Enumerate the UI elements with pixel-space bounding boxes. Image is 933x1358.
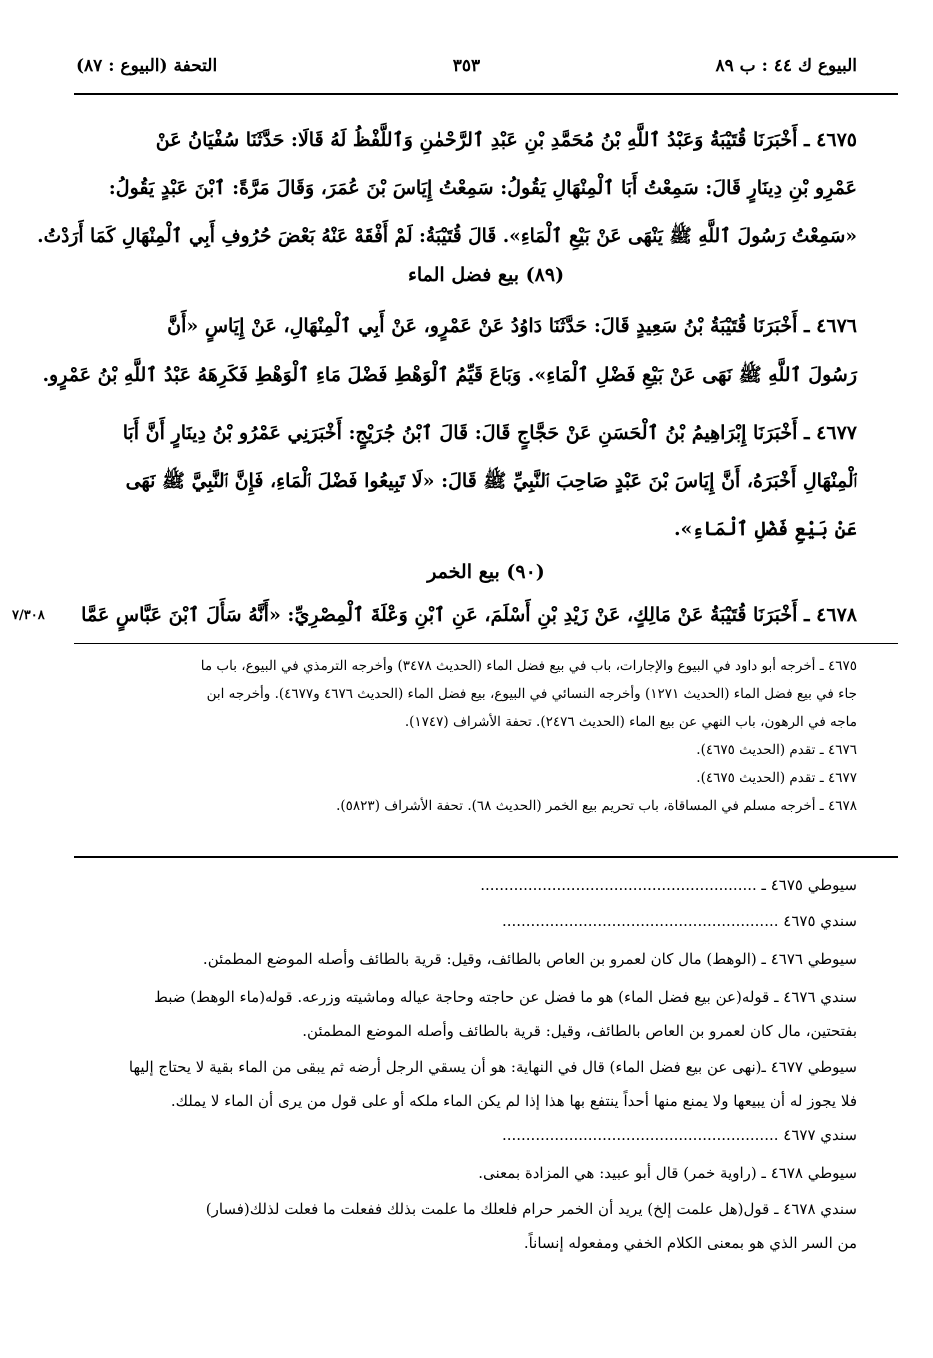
- commentary-line: فلا يجوز له أن يبيعها ولا يمنع منها أحداً ينتفع بها هذا إذا لم يكن الماء ملكه أو على قول من يرى أن الماء لا يملك.: [170, 1092, 857, 1110]
- commentary-line: سيوطي ٤٦٧٦ ـ (الوهط) مال كان لعمرو بن العاص بالطائف، وقيل: قرية بالطائف وأصله الموضع المطمئن.: [202, 950, 857, 968]
- hadith-4675-line-2: عَمْرِو بْنِ دِينَارٍ قَالَ: سَمِعْتُ أَبَا ٱلْمِنْهَالِ يَقُولُ: سَمِعْتُ إِيَاسَ بْنَ عُمَرَ، وَقَالَ مَرَّةً: ٱبْنَ عَبْدٍ يَقُولُ:: [108, 177, 857, 199]
- commentary-line: سيوطي ٤٦٧٨ ـ (راوية خمر) قال أبو عبيد: هي المزادة بمعنى.: [478, 1164, 857, 1182]
- footnote-line: ٤٦٧٦ ـ تقدم (الحديث ٤٦٧٥).: [696, 742, 857, 758]
- header-chapter-ref: البيوع ك ٤٤ : ب ٨٩: [715, 56, 857, 76]
- commentary-line: سيوطي ٤٦٧٧ ـ(نهى عن بيع فضل الماء) قال في النهاية: هو أن يسقي الرجل أرضه ثم يبقى من الماء بقية لا يحتاج إليها: [128, 1058, 857, 1076]
- text-footnote-divider: [74, 643, 898, 644]
- commentary-line: من السر الذي هو بمعنى الكلام الخفي ومفعوله إنساناً.: [523, 1234, 857, 1252]
- commentary-line: سندي ٤٦٧٧ ..........................................................: [501, 1126, 857, 1144]
- footnote-line: ماجه في الرهون، باب النهي عن بيع الماء (الحديث ٢٤٧٦). تحفة الأشراف (١٧٤٧).: [404, 714, 857, 730]
- footnote-line: ٤٦٧٨ ـ أخرجه مسلم في المساقاة، باب تحريم بيع الخمر (الحديث ٦٨). تحفة الأشراف (٥٨٢٣).: [336, 798, 857, 814]
- hadith-4678-line-1: ٤٦٧٨ ـ أَخْبَرَنَا قُتَيْبَةُ عَنْ مَالِكٍ، عَنْ زَيْدِ بْنِ أَسْلَمَ، عَنِ ٱبْنِ وَعْلَةَ ٱلْمِصْرِيِّ: «أَنَّهُ سَأَلَ ٱبْنَ عَبَّاسٍ عَمَّا: [81, 604, 857, 626]
- commentary-line: بفتحتين، مال كان لعمرو بن العاص بالطائف، وقيل: قرية بالطائف وأصله الموضع المطمئن.: [302, 1022, 857, 1040]
- hadith-4676-line-2: رَسُولَ ٱللَّهِ ﷺ نَهَى عَنْ بَيْعِ فَضْلِ ٱلْمَاءِ». وَبَاعَ قَيِّمُ ٱلْوَهْطِ فَضْلَ مَاءِ ٱلْوَهْطِ فَكَرِهَهُ عَبْدُ ٱللَّهِ بْنُ عَمْرٍو.: [42, 364, 857, 386]
- footnote-line: ٤٦٧٥ ـ أخرجه أبو داود في البيوع والإجارات، باب في بيع فضل الماء (الحديث ٣٤٧٨) وأخرجه الترمذي في البيوع، باب ما: [200, 658, 857, 674]
- commentary-line: سندي ٤٦٧٥ ..........................................................: [501, 912, 857, 930]
- hadith-4677-line-3: عَنْ بَيْعِ فَضْلِ ٱلْمَاءِ».: [673, 518, 857, 540]
- header-page-number: ٣٥٣: [452, 56, 481, 76]
- hadith-4675-line-1: ٤٦٧٥ ـ أَخْبَرَنَا قُتَيْبَةُ وَعَبْدُ ٱللَّهِ بْنُ مُحَمَّدِ بْنِ عَبْدِ ٱلرَّحْمٰنِ وَٱللَّفْظُ لَهُ قَالَا: حَدَّثَنَا سُفْيَانُ عَنْ: [155, 129, 857, 151]
- margin-volume-page-ref: ٧/٣٠٨: [12, 608, 45, 623]
- commentary-line: سندي ٤٦٧٦ ـ قوله(عن بيع فضل الماء) هو ما فضل عن حاجته وحاجة عياله وماشيته وزرعه. قوله(ماء الوهط) ضبط: [154, 988, 857, 1006]
- commentary-line: سندي ٤٦٧٨ ـ قول(هل علمت إلخ) يريد أن الخمر حرام فلعلك ما علمت بذلك ففعلت ما فعلت لذلك(فسار): [205, 1200, 857, 1218]
- chapter-title-90: (٩٠) بيع الخمر: [427, 561, 545, 583]
- header-tuhfa-ref: التحفة (البيوع : ٨٧): [76, 56, 218, 76]
- footnote-commentary-rule: [74, 856, 898, 858]
- hadith-4676-line-1: ٤٦٧٦ ـ أَخْبَرَنَا قُتَيْبَةُ بْنُ سَعِيدٍ قَالَ: حَدَّثَنَا دَاوُدُ عَنْ عَمْرٍو، عَنْ أَبِي ٱلْمِنْهَالِ، عَنْ إِيَاسٍ «أَنَّ: [167, 315, 857, 337]
- commentary-line: سيوطي ٤٦٧٥ ـ ..........................................................: [480, 876, 857, 894]
- hadith-4675-line-3: «سَمِعْتُ رَسُولَ ٱللَّهِ ﷺ يَنْهَى عَنْ بَيْعِ ٱلْمَاءِ». قَالَ قُتَيْبَةُ: لَمْ أَفْقَهْ عَنْهُ بَعْضَ حُرُوفِ أَبِي ٱلْمِنْهَالِ كَمَا أَرَدْتُ.: [37, 225, 858, 247]
- chapter-title-89: (٨٩) بيع فضل الماء: [407, 264, 565, 286]
- footnote-line: جاء في بيع فضل الماء (الحديث ١٢٧١) وأخرجه النسائي في البيوع، بيع فضل الماء (الحديث ٤٦٧٦ و٤٦٧٧). وأخرجه ابن: [206, 686, 857, 702]
- header-rule: [74, 93, 898, 95]
- hadith-4677-line-1: ٤٦٧٧ ـ أَخْبَرَنَا إِبْرَاهِيمُ بْنُ ٱلْحَسَنِ عَنْ حَجَّاجٍ قَالَ: قَالَ ٱبْنُ جُرَيْجٍ: أَخْبَرَنِي عَمْرُو بْنُ دِينَارٍ أَنَّ أَبَا: [122, 422, 857, 444]
- hadith-4677-line-2: ٱلْمِنْهَالِ أَخْبَرَهُ، أَنَّ إِيَاسَ بْنَ عَبْدٍ صَاحِبَ ٱلنَّبِيِّ ﷺ قَالَ: «لَا تَبِيعُوا فَضْلَ ٱلْمَاءِ، فَإِنَّ ٱلنَّبِيَّ ﷺ نَهَى: [125, 470, 857, 492]
- footnote-line: ٤٦٧٧ ـ تقدم (الحديث ٤٦٧٥).: [696, 770, 857, 786]
